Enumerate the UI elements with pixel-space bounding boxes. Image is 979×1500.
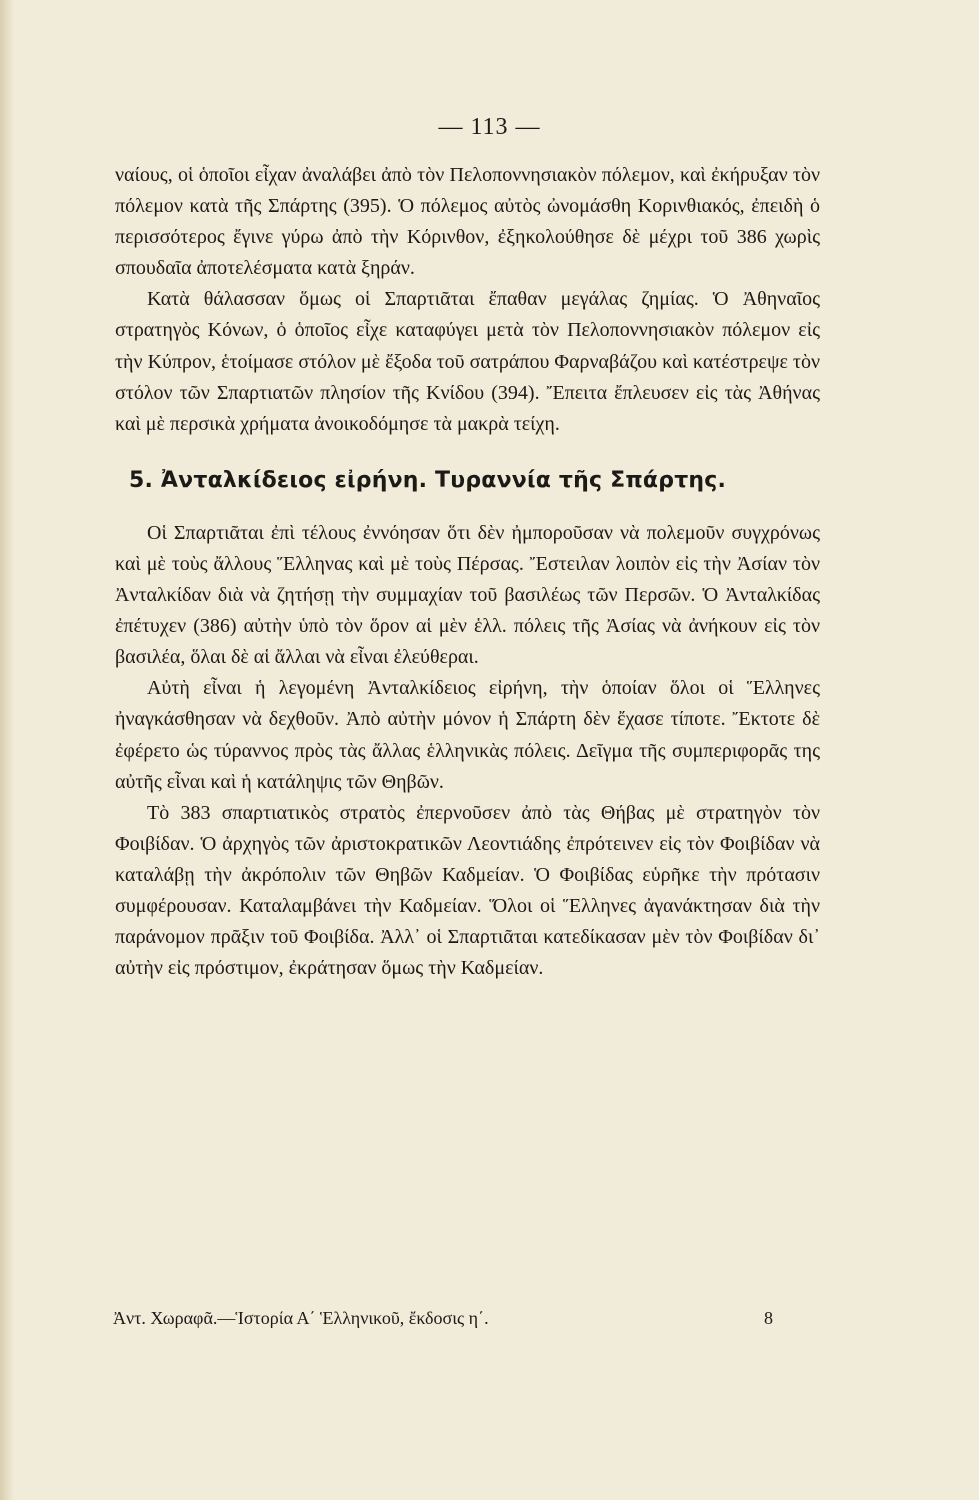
signature-mark: 8 [764, 1308, 773, 1328]
paragraph-3: Οἱ Σπαρτιᾶται ἐπὶ τέλους ἐννόησαν ὅτι δὲν ἠμποροῦσαν νὰ πολεμοῦν συγχρόνως καὶ μὲ τοὺς ἄλλους Ἕλληνας καὶ μὲ τοὺς Πέρσας. Ἔστειλαν λοιπὸν εἰς τὴν Ἀσίαν τὸν Ἀνταλκίδαν διὰ νὰ ζητήσῃ τὴν συμμαχίαν τοῦ βασιλέως τῶν Περσῶν. Ὁ Ἀνταλκίδας ἐπέτυχεν (386) αὐτὴν ὑπὸ τὸν ὅρον αἱ μὲν ἑλλ. πόλεις τῆς Ἀσίας νὰ ἀνήκουν εἰς τὸν βασιλέα, ὅλαι δὲ αἱ ἄλλαι νὰ εἶναι ἐλεύθεραι. [115, 521, 820, 669]
page-footer [113, 1308, 773, 1329]
paragraph-1: ναίους, οἱ ὁποῖοι εἶχαν ἀναλάβει ἀπὸ τὸν Πελοποννησιακὸν πόλεμον, καὶ ἐκήρυξαν τὸν πόλεμον κατὰ τῆς Σπάρτης (395). Ὁ πόλεμος αὐτὸς ὠνομάσθη Κορινθιακός, ἐπειδὴ ὁ περισσότερος ἔγινε γύρω ἀπὸ τὴν Κόρινθον, ἐξηκολούθησε δὲ μέχρι τοῦ 386 χωρὶς σπουδαῖα ἀποτελέσματα κατὰ ξηράν. [115, 164, 820, 280]
footer-source: Ἀντ. Χωραφᾶ.—Ἱστορία Α΄ Ἑλληνικοῦ, ἔκδοσις η΄. [113, 1308, 489, 1328]
paragraph-4: Αὐτὴ εἶναι ἡ λεγομένη Ἀνταλκίδειος εἰρήνη, τὴν ὁποίαν ὅλοι οἱ Ἕλληνες ἠναγκάσθησαν νὰ δεχθοῦν. Ἀπὸ αὐτὴν μόνον ἡ Σπάρτη δὲν ἔχασε τίποτε. Ἔκτοτε δὲ ἐφέρετο ὡς τύραννος πρὸς τὰς ἄλλας ἑλληνικὰς πόλεις. Δεῖγμα τῆς συμπεριφορᾶς της αὐτῆς εἶναι καὶ ἡ κατάληψις τῶν Θηβῶν. [115, 677, 820, 793]
main-text [115, 160, 820, 984]
paragraph-2: Κατὰ θάλασσαν ὅμως οἱ Σπαρτιᾶται ἔπαθαν μεγάλας ζημίας. Ὁ Ἀθηναῖος στρατηγὸς Κόνων, ὁ ὁποῖος εἶχε καταφύγει μετὰ τὸν Πελοποννησιακὸν πόλεμον εἰς τὴν Κύπρον, ἑτοίμασε στόλον μὲ ἔξοδα τοῦ σατράπου Φαρναβάζου καὶ κατέστρεψε τὸν στόλον τῶν Σπαρτιατῶν πλησίον τῆς Κνίδου (394). Ἔπειτα ἔπλευσεν εἰς τὰς Ἀθήνας καὶ μὲ περσικὰ χρήματα ἀνοικοδόμησε τὰ μακρὰ τείχη. [115, 288, 820, 435]
paragraph-5: Τὸ 383 σπαρτιατικὸς στρατὸς ἐπερνοῦσεν ἀπὸ τὰς Θήβας μὲ στρατηγὸν τὸν Φοιβίδαν. Ὁ ἀρχηγὸς τῶν ἀριστοκρατικῶν Λεοντιάδης ἐπρότεινεν εἰς τὸν Φοιβίδαν νὰ καταλάβῃ τὴν ἀκρόπολιν τῶν Θηβῶν Καδμείαν. Ὁ Φοιβίδας εὑρῆκε τὴν πρότασιν συμφέρουσαν. Καταλαμβάνει τὴν Καδμείαν. Ὅλοι οἱ Ἕλληνες ἀγανάκτησαν διὰ τὴν παράνομον πρᾶξιν τοῦ Φοιβίδα. Ἀλλ᾿ οἱ Σπαρτιᾶται κατεδίκασαν μὲν τὸν Φοιβίδαν δι᾿ αὐτὴν εἰς πρόστιμον, ἐκράτησαν ὅμως τὴν Καδμείαν. [115, 801, 820, 980]
page-edge [0, 0, 14, 1500]
section-heading: 5. Ἀνταλκίδειος εἰρήνη. Τυραννία τῆς Σπάρτης. [129, 467, 727, 493]
page-number: — 113 — [438, 114, 541, 140]
